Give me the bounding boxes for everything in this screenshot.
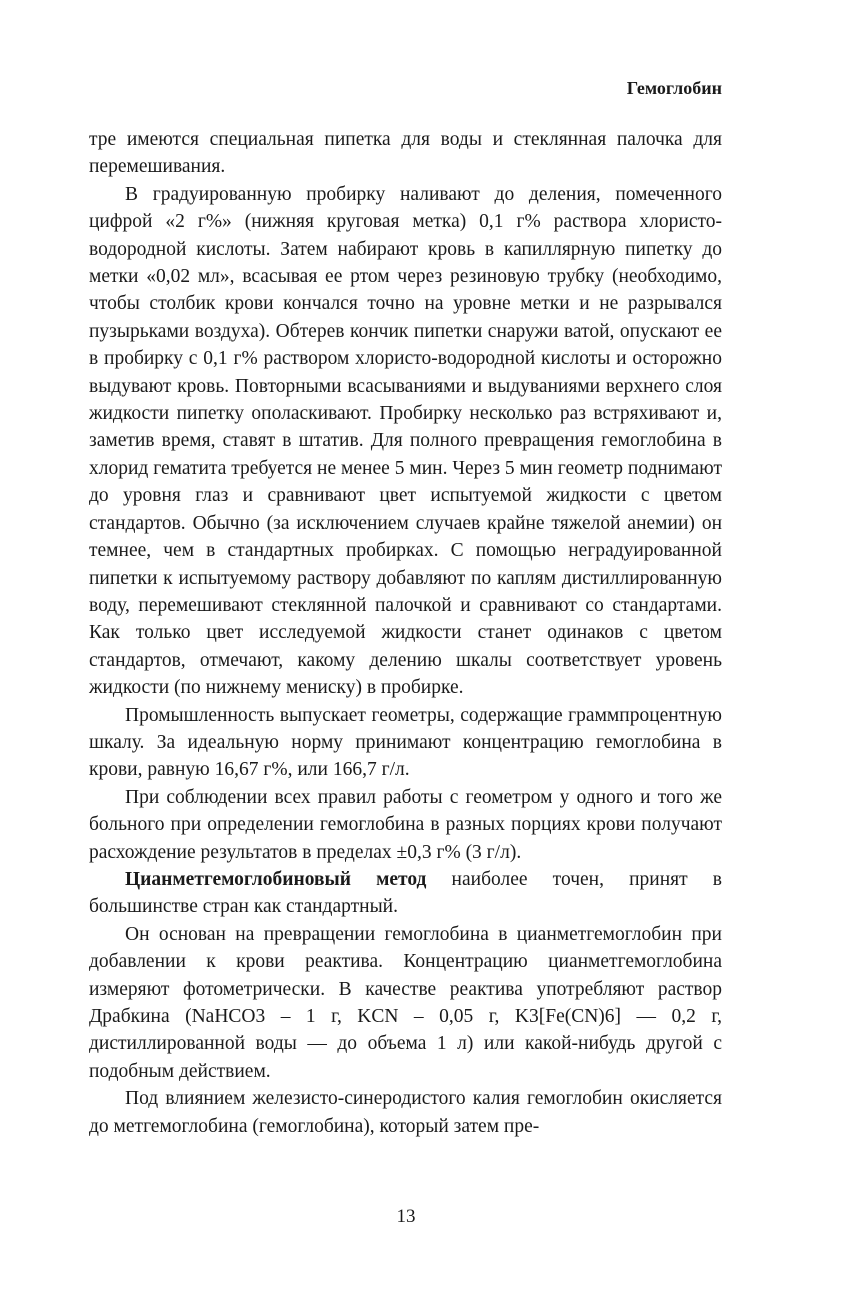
paragraph-procedure: В градуированную пробирку наливают до деления, помеченного цифрой «2 г%» (нижняя круговая метка) 0,1 г% раствора хлористо-водородной кислоты. Затем набирают кровь в капиллярную пипетку до метки «0,02 мл», всасывая ее ртом через резиновую трубку (необходимо, чтобы столбик крови кончался точно на уровне метки и не разрывался пузырьками воздуха). Обтерев кончик пипетки снаружи ватой, опускают ее в пробирку с 0,1 г% раствором хлористо-водородной кислоты и осторожно выдувают кровь. Повторными всасываниями и выдуваниями верхнего слоя жидкости пипетку ополаскивают. Пробирку несколько раз встряхивают и, заметив время, ставят в штатив. Для полного превращения гемоглобина в хлорид гематита требуется не менее 5 мин. Через 5 мин геометр поднимают до уровня глаз и сравнивают цвет испытуемой жидкости с цветом стандартов. Обычно (за исключением случаев крайне тяжелой анемии) он темнее, чем в стандартных пробирках. С помощью неградуированной пипетки к испытуемому раствору добавляют по каплям дистиллированную воду, перемешивают стеклянной палочкой и сравнивают со стандартами. Как только цвет исследуемой жидкости станет одинаков с цветом стандартов, отмечают, какому делению шкалы соответствует уровень жидкости (по нижнему мениску) в пробирке. [89, 183, 722, 699]
page-number: 13 [396, 1206, 416, 1227]
paragraph-industry-scale: Промышленность выпускает геометры, содержащие граммпроцентную шкалу. За идеальную норму принимают концентрацию гемоглобина в крови, равную 16,67 г%, или 166,7 г/л. [89, 704, 722, 781]
paragraph-method-basis: Он основан на превращении гемоглобина в цианметгемоглобин при добавлении к крови реактива. Концентрацию цианметгемоглобина измеряют фотометрически. В качестве реактива употребляют раствор Драбкина (NaHCO3 – 1 г, KCN – 0,05 г, K3[Fe(CN)6] — 0,2 г, дистиллированной воды — до объема 1 л) или какой-нибудь другой с подобным действием. [89, 923, 722, 1082]
paragraph-oxidation: Под влиянием железисто-синеродистого калия гемоглобин окисляется до метгемоглобина (гемоглобина), который затем пре- [89, 1088, 722, 1137]
body-text [89, 126, 722, 1140]
method-term: Цианметгемоглобиновый метод [125, 868, 427, 890]
paragraph-cyanmethemoglobin-method [89, 866, 722, 921]
paragraph-continuation: тре имеются специальная пипетка для воды и стеклянная палочка для перемешивания. [89, 129, 722, 178]
paragraph-accuracy: При соблюдении всех правил работы с геометром у одного и того же больного при определении гемоглобина в разных порциях крови получают расхождение результатов в пределах ±0,3 г% (3 г/л). [89, 786, 722, 863]
running-head: Гемоглобин [626, 78, 722, 98]
method-description: наиболее точен, принят в большинстве стран как стандартный. [89, 868, 722, 918]
